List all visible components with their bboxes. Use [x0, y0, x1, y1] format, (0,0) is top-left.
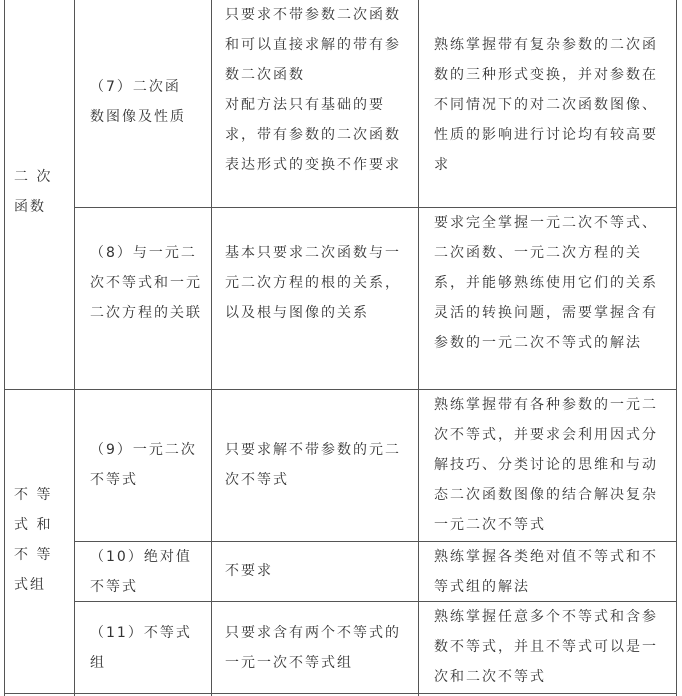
table-divider-col3 [418, 0, 419, 696]
basic-requirement-cell [225, 435, 411, 495]
item-label: （10）绝对值不等式 [90, 549, 192, 595]
basic-requirement-text: 只要求含有两个不等式的一元一次不等式组 [225, 625, 401, 671]
basic-requirement-text: 基本只要求二次函数与一元二次方程的根的关系，以及根与图像的关系 [225, 245, 401, 321]
topic-label: 不 等 式 和 不 等 式组 [14, 487, 53, 593]
advanced-requirement-text: 熟练掌握带有复杂参数的二次函数的三种形式变换，并对参数在不同情况下的对二次函数图像、性质的影响进行讨论均有较高要求 [434, 37, 658, 173]
basic-requirement-cell [225, 238, 411, 328]
table-divider-col2 [211, 0, 212, 696]
advanced-requirement-cell [434, 542, 670, 602]
advanced-requirement-cell [434, 30, 670, 180]
table-border-right [676, 0, 677, 696]
basic-requirement-text: 只要求不带参数二次函数和可以直接求解的带有参数二次函数 对配方法只有基础的要求，带有参数的二次函数表达形式的变换不作要求 [225, 7, 401, 173]
item-label: （11）不等式组 [90, 625, 192, 671]
item-label: （8）与一元二次不等式和一元二次方程的关联 [90, 245, 202, 321]
item-cell [90, 435, 202, 495]
item-label: （7）二次函 数图像及性质 [90, 79, 186, 125]
advanced-requirement-cell [434, 602, 670, 692]
basic-requirement-cell [225, 0, 411, 180]
table-border-bottom [4, 693, 677, 694]
table-divider-col1 [74, 0, 75, 696]
basic-requirement-text: 不要求 [225, 563, 273, 579]
basic-requirement-cell [225, 618, 411, 678]
item-cell [90, 542, 202, 602]
advanced-requirement-cell [434, 208, 670, 358]
item-cell [90, 72, 202, 132]
advanced-requirement-text: 熟练掌握带有各种参数的一元二次不等式，并要求会利用因式分解技巧、分类讨论的思维和与动态二次函数图像的结合解决复杂一元二次不等式 [434, 397, 658, 533]
table-border-left [4, 0, 5, 696]
topic-label: 二 次 函数 [14, 169, 53, 215]
advanced-requirement-text: 熟练掌握各类绝对值不等式和不等式组的解法 [434, 549, 658, 595]
advanced-requirement-text: 熟练掌握任意多个不等式和含参数不等式，并且不等式可以是一次和二次不等式 [434, 609, 658, 685]
advanced-requirement-text: 要求完全掌握一元二次不等式、二次函数、一元二次方程的关系，并能够熟练使用它们的关系灵活的转换问题，需要掌握含有参数的一元二次不等式的解法 [434, 215, 658, 351]
basic-requirement-text: 只要求解不带参数的元二次不等式 [225, 442, 401, 488]
basic-requirement-cell [225, 556, 411, 586]
advanced-requirement-cell [434, 390, 670, 540]
item-cell [90, 238, 202, 328]
item-cell [90, 618, 202, 678]
topic-cell-inequalities [14, 480, 70, 600]
topic-cell-quadratic-function [14, 162, 70, 222]
item-label: （9）一元二次不等式 [90, 442, 197, 488]
